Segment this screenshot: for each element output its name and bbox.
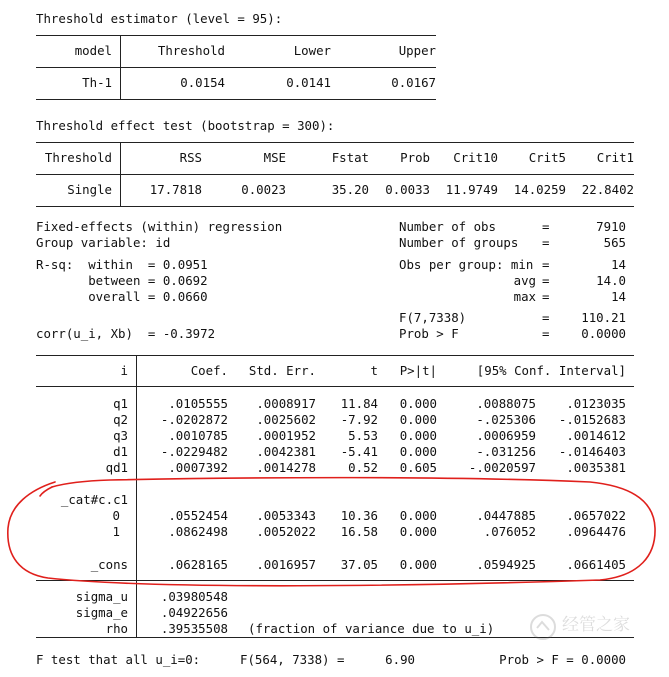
row-label: sigma_u xyxy=(75,589,128,604)
col-header-crit1: Crit1 xyxy=(596,150,634,165)
rsq-within: R-sq: within = 0.0951 xyxy=(36,257,208,272)
cell-ci-high: .0661405 xyxy=(566,557,626,572)
cell-stderr: .0014278 xyxy=(256,460,316,475)
cell-coef: .0105555 xyxy=(168,396,228,411)
rsq-overall: overall = 0.0660 xyxy=(36,289,208,304)
cell-rss: 17.7818 xyxy=(149,182,202,197)
coef-header-stderr: Std. Err. xyxy=(248,363,316,378)
equals-sign: = xyxy=(542,219,550,234)
label-max: max xyxy=(513,289,536,304)
cell-coef: .0007392 xyxy=(168,460,228,475)
cell-coef: .0862498 xyxy=(168,524,228,539)
equals-sign: = xyxy=(542,273,550,288)
cell-p: 0.000 xyxy=(399,524,437,539)
cell-crit1: 22.8402 xyxy=(581,182,634,197)
cell-ci-low: -.031256 xyxy=(476,444,536,459)
cell-crit5: 14.0259 xyxy=(513,182,566,197)
cell-prob: 0.0033 xyxy=(385,182,430,197)
cell-stderr: .0001952 xyxy=(256,428,316,443)
cell-ci-high: .0123035 xyxy=(566,396,626,411)
cell-t: 10.36 xyxy=(340,508,378,523)
cell-coef: .0552454 xyxy=(168,508,228,523)
red-annotation-tail xyxy=(40,487,52,496)
interaction-label: _cat#c.c1 xyxy=(60,492,128,507)
cell-ci-high: .0035381 xyxy=(566,460,626,475)
label-avg: avg xyxy=(513,273,536,288)
value-prob-f: 0.0000 xyxy=(581,326,626,341)
threshold-test-title: Threshold effect test (bootstrap = 300): xyxy=(36,118,335,133)
f-test-value: 6.90 xyxy=(385,652,415,667)
col-header-crit5: Crit5 xyxy=(528,150,566,165)
cell-ci-low: .0006959 xyxy=(476,428,536,443)
col-header-fstat: Fstat xyxy=(331,150,369,165)
watermark-text: 经管之家 xyxy=(562,615,630,635)
equals-sign: = xyxy=(542,289,550,304)
cell-coef: .0628165 xyxy=(168,557,228,572)
col-header-model: model xyxy=(74,43,112,58)
col-header-lower: Lower xyxy=(293,43,331,58)
row-label: qd1 xyxy=(105,460,128,475)
cell-ci-high: -.0146403 xyxy=(558,444,626,459)
label-prob-f: Prob > F xyxy=(399,326,459,341)
corr-ui-xb: corr(u_i, Xb) = -0.3972 xyxy=(36,326,216,341)
cell-ci-low: .0088075 xyxy=(476,396,536,411)
red-annotation-stroke xyxy=(8,478,655,586)
cell-ci-low: .0447885 xyxy=(476,508,536,523)
cell-fstat: 35.20 xyxy=(331,182,369,197)
cell-ci-low: .0594925 xyxy=(476,557,536,572)
cell-stderr: .0053343 xyxy=(256,508,316,523)
equals-sign: = xyxy=(542,310,550,325)
cell-t: 37.05 xyxy=(340,557,378,572)
value-number-of-groups: 565 xyxy=(603,235,626,250)
equals-sign: = xyxy=(542,235,550,250)
cell-crit10: 11.9749 xyxy=(445,182,498,197)
cell-lower: 0.0141 xyxy=(286,75,331,90)
value-f-stat: 110.21 xyxy=(581,310,626,325)
cell-ci-high: -.0152683 xyxy=(558,412,626,427)
cell-ci-low: .076052 xyxy=(483,524,536,539)
f-test-stat: F(564, 7338) = xyxy=(240,652,345,667)
cell-ci-low: -.025306 xyxy=(476,412,536,427)
cell-stderr: .0042381 xyxy=(256,444,316,459)
cell-mse: 0.0023 xyxy=(241,182,286,197)
f-test-prob: Prob > F = 0.0000 xyxy=(499,652,626,667)
value-number-of-obs: 7910 xyxy=(596,219,626,234)
cell-threshold: Single xyxy=(67,182,112,197)
col-header-upper: Upper xyxy=(398,43,436,58)
cell-threshold: 0.0154 xyxy=(180,75,225,90)
cell-sigma-e: .04922656 xyxy=(160,605,228,620)
cell-p: 0.605 xyxy=(399,460,437,475)
value-obs-min: 14 xyxy=(611,257,626,272)
cell-model: Th-1 xyxy=(82,75,112,90)
cell-coef: -.0229482 xyxy=(160,444,228,459)
coef-header-coef: Coef. xyxy=(190,363,228,378)
coef-header-t: t xyxy=(370,363,378,378)
equals-sign: = xyxy=(542,257,550,272)
row-label: _cons xyxy=(90,557,128,572)
col-header-threshold: Threshold xyxy=(157,43,225,58)
cell-rho: .39535508 xyxy=(160,621,228,636)
col-header-rss: RSS xyxy=(179,150,202,165)
cell-ci-high: .0657022 xyxy=(566,508,626,523)
threshold-estimator-title: Threshold estimator (level = 95): xyxy=(36,11,283,26)
label-f-stat: F(7,7338) xyxy=(399,310,467,325)
regression-title: Fixed-effects (within) regression xyxy=(36,219,283,234)
cell-ci-high: .0014612 xyxy=(566,428,626,443)
cell-p: 0.000 xyxy=(399,428,437,443)
coef-header-p: P>|t| xyxy=(399,363,437,378)
col-header-mse: MSE xyxy=(263,150,286,165)
cell-upper: 0.0167 xyxy=(391,75,436,90)
value-obs-avg: 14.0 xyxy=(596,273,626,288)
equals-sign: = xyxy=(542,326,550,341)
cell-t: 0.52 xyxy=(348,460,378,475)
row-label: sigma_e xyxy=(75,605,128,620)
col-header-crit10: Crit10 xyxy=(453,150,498,165)
cell-p: 0.000 xyxy=(399,444,437,459)
row-label: q3 xyxy=(113,428,128,443)
cell-coef: .0010785 xyxy=(168,428,228,443)
col-header-threshold: Threshold xyxy=(44,150,112,165)
cell-stderr: .0052022 xyxy=(256,524,316,539)
cell-p: 0.000 xyxy=(399,396,437,411)
col-header-prob: Prob xyxy=(400,150,430,165)
value-obs-max: 14 xyxy=(611,289,626,304)
rsq-between: between = 0.0692 xyxy=(36,273,208,288)
row-label: q1 xyxy=(113,396,128,411)
cell-t: 16.58 xyxy=(340,524,378,539)
cell-coef: -.0202872 xyxy=(160,412,228,427)
cell-p: 0.000 xyxy=(399,508,437,523)
label-number-of-groups: Number of groups xyxy=(399,235,519,250)
cell-p: 0.000 xyxy=(399,412,437,427)
row-label: 1 xyxy=(112,524,120,539)
cell-stderr: .0016957 xyxy=(256,557,316,572)
cell-stderr: .0025602 xyxy=(256,412,316,427)
cell-stderr: .0008917 xyxy=(256,396,316,411)
row-label: 0 xyxy=(112,508,120,523)
watermark-logo-icon xyxy=(528,612,558,642)
row-label: rho xyxy=(105,621,128,636)
coef-header-i: i xyxy=(120,363,128,378)
cell-t: -7.92 xyxy=(340,412,378,427)
rho-note: (fraction of variance due to u_i) xyxy=(248,621,495,636)
label-obs-per-group-min: Obs per group: min xyxy=(399,257,534,272)
label-number-of-obs: Number of obs xyxy=(399,219,496,234)
row-label: q2 xyxy=(113,412,128,427)
group-variable: Group variable: id xyxy=(36,235,171,250)
coef-header-ci: [95% Conf. Interval] xyxy=(476,363,626,378)
cell-p: 0.000 xyxy=(399,557,437,572)
cell-t: -5.41 xyxy=(340,444,378,459)
cell-t: 11.84 xyxy=(340,396,378,411)
f-test-label: F test that all u_i=0: xyxy=(36,652,201,667)
watermark-logo xyxy=(528,612,664,642)
cell-sigma-u: .03980548 xyxy=(160,589,228,604)
row-label: d1 xyxy=(113,444,128,459)
cell-t: 5.53 xyxy=(348,428,378,443)
cell-ci-low: -.0020597 xyxy=(468,460,536,475)
cell-ci-high: .0964476 xyxy=(566,524,626,539)
